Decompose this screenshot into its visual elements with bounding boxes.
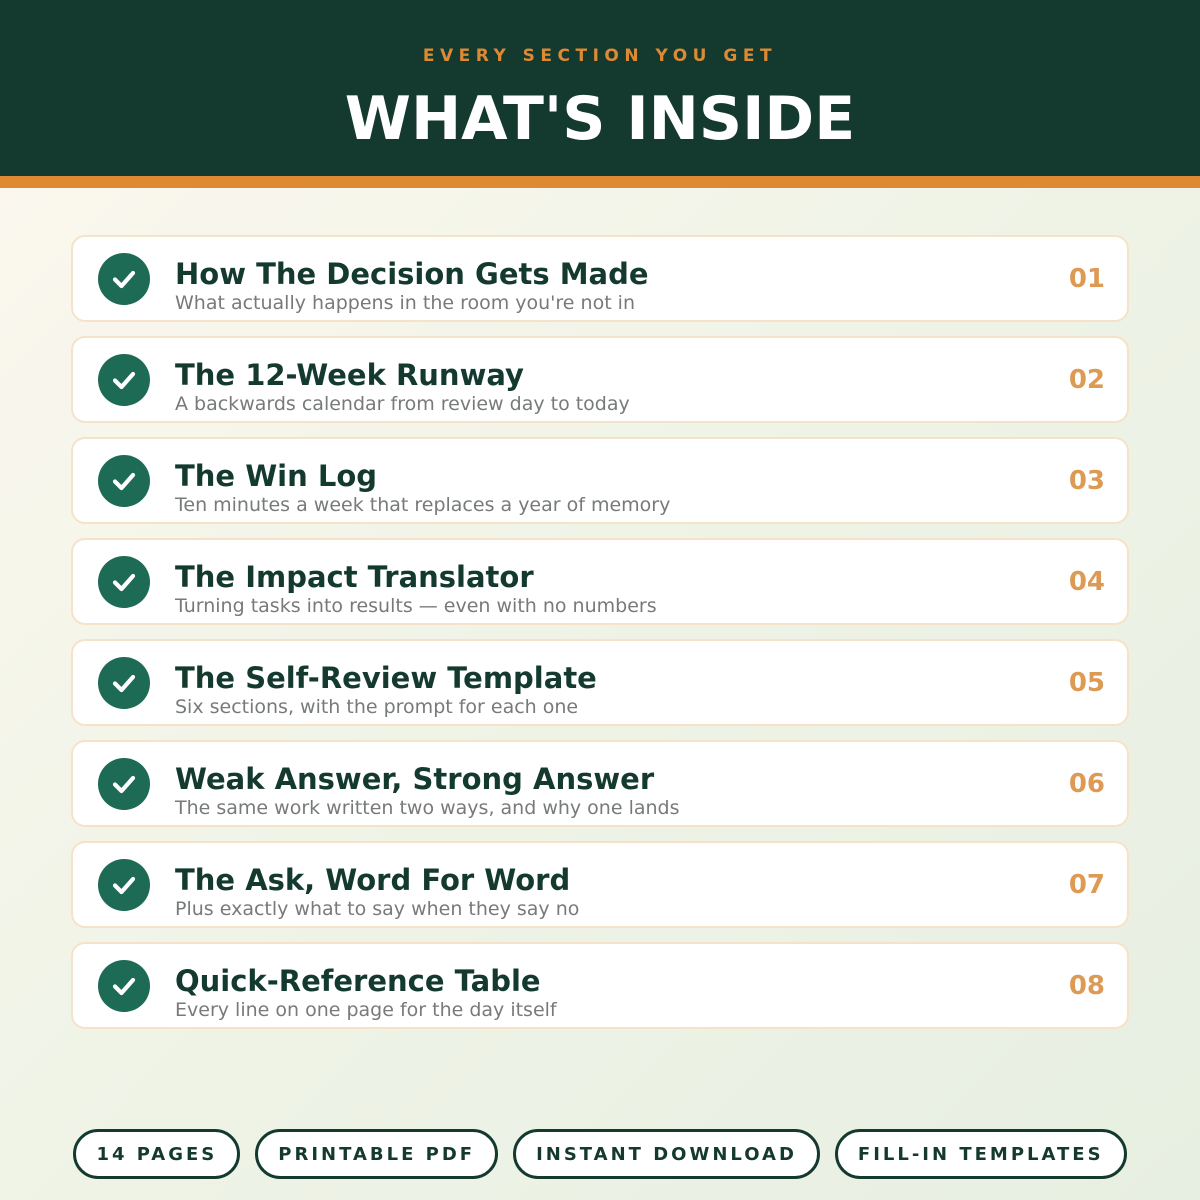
section-number: 01 <box>1068 264 1105 294</box>
section-title: Quick-Reference Table <box>175 964 541 998</box>
badge-printable-pdf: PRINTABLE PDF <box>255 1129 498 1179</box>
check-circle-icon <box>98 960 150 1012</box>
section-list <box>71 235 1129 1043</box>
section-subtitle: Ten minutes a week that replaces a year of memory <box>175 494 671 516</box>
section-item-04 <box>71 538 1129 625</box>
section-title: The Win Log <box>175 459 378 493</box>
check-circle-icon <box>98 657 150 709</box>
section-subtitle: Every line on one page for the day itself <box>175 999 557 1021</box>
check-circle-icon <box>98 354 150 406</box>
section-subtitle: The same work written two ways, and why one lands <box>175 797 680 819</box>
section-item-02 <box>71 336 1129 423</box>
section-title: The 12-Week Runway <box>175 358 524 392</box>
section-item-07 <box>71 841 1129 928</box>
section-title: The Impact Translator <box>175 560 534 594</box>
section-number: 05 <box>1068 668 1105 698</box>
section-subtitle: Six sections, with the prompt for each one <box>175 696 579 718</box>
check-circle-icon <box>98 253 150 305</box>
section-subtitle: Turning tasks into results — even with no numbers <box>175 595 657 617</box>
header-accent-stripe <box>0 176 1200 188</box>
section-number: 08 <box>1068 971 1105 1001</box>
check-circle-icon <box>98 455 150 507</box>
section-item-08 <box>71 942 1129 1029</box>
section-number: 04 <box>1068 567 1105 597</box>
section-number: 07 <box>1068 870 1105 900</box>
section-number: 02 <box>1068 365 1105 395</box>
section-item-06 <box>71 740 1129 827</box>
section-number: 06 <box>1068 769 1105 799</box>
badge-instant-download: INSTANT DOWNLOAD <box>513 1129 820 1179</box>
section-number: 03 <box>1068 466 1105 496</box>
section-title: The Self-Review Template <box>175 661 597 695</box>
badge-fill-in-templates: FILL-IN TEMPLATES <box>835 1129 1127 1179</box>
section-item-03 <box>71 437 1129 524</box>
feature-badges <box>0 1129 1200 1179</box>
section-title: The Ask, Word For Word <box>175 863 571 897</box>
eyebrow-text: EVERY SECTION YOU GET <box>422 46 778 66</box>
section-title: How The Decision Gets Made <box>175 257 649 291</box>
section-title: Weak Answer, Strong Answer <box>175 762 655 796</box>
check-circle-icon <box>98 758 150 810</box>
section-subtitle: What actually happens in the room you're not in <box>175 292 636 314</box>
check-circle-icon <box>98 556 150 608</box>
check-circle-icon <box>98 859 150 911</box>
page-title: WHAT'S INSIDE <box>344 84 856 154</box>
section-item-01 <box>71 235 1129 322</box>
badge-pages: 14 PAGES <box>73 1129 240 1179</box>
section-item-05 <box>71 639 1129 726</box>
section-subtitle: Plus exactly what to say when they say no <box>175 898 580 920</box>
section-subtitle: A backwards calendar from review day to today <box>175 393 630 415</box>
